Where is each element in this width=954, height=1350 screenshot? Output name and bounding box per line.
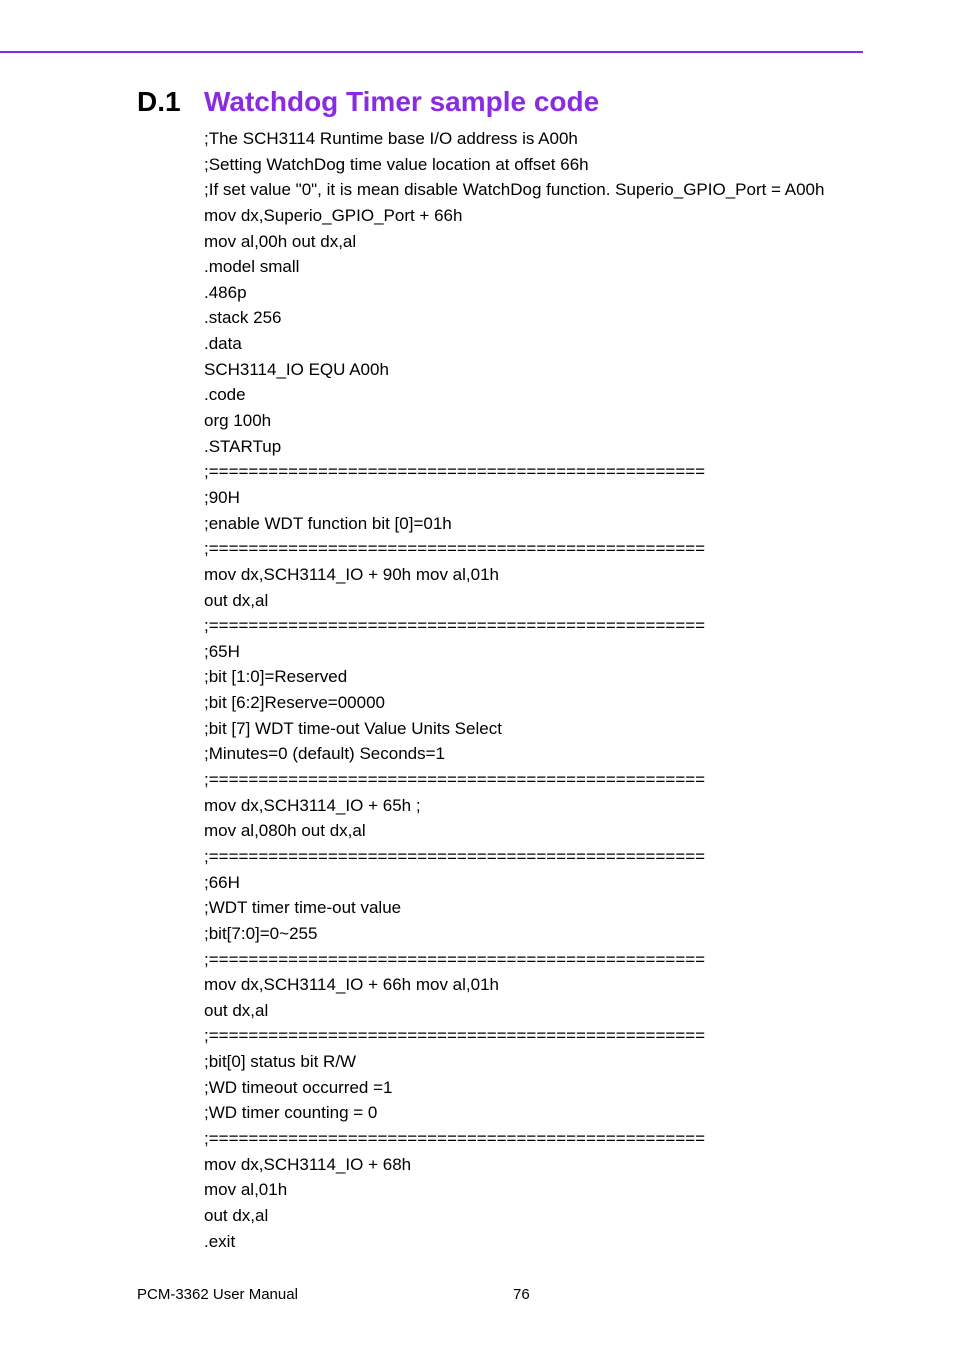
section-title: Watchdog Timer sample code: [204, 86, 600, 117]
code-line: mov al,01h: [204, 1180, 288, 1200]
code-line: ;bit [6:2]Reserve=00000: [204, 693, 385, 713]
code-line: mov dx,SCH3114_IO + 90h mov al,01h: [204, 564, 499, 584]
section-heading: [137, 82, 599, 122]
code-line: ;enable WDT function bit [0]=01h: [204, 513, 452, 533]
code-line: ;bit[0] status bit R/W: [204, 1052, 357, 1072]
code-line: ;==================================================: [204, 616, 706, 636]
code-line: ;==================================================: [204, 846, 706, 866]
code-line: .STARTup: [204, 436, 282, 456]
code-line: org 100h: [204, 411, 272, 431]
code-line: mov dx,SCH3114_IO + 66h mov al,01h: [204, 975, 499, 995]
code-line: mov al,00h out dx,al: [204, 231, 357, 251]
code-line: ;WDT timer time-out value: [204, 898, 402, 918]
code-line: mov dx,Superio_GPIO_Port + 66h: [204, 205, 463, 225]
code-line: ;WD timer counting = 0: [204, 1103, 378, 1123]
code-line: ;90H: [204, 487, 240, 507]
code-line: .code: [204, 385, 246, 405]
code-line: mov dx,SCH3114_IO + 65h ;: [204, 795, 421, 815]
header-divider: [0, 51, 863, 53]
code-line: .stack 256: [204, 308, 282, 328]
code-line: ;==================================================: [204, 1128, 706, 1148]
code-line: ;65H: [204, 641, 240, 661]
code-line: out dx,al: [204, 1000, 269, 1020]
code-line: ;66H: [204, 872, 240, 892]
code-line: out dx,al: [204, 590, 269, 610]
code-line: ;==================================================: [204, 770, 706, 790]
code-line: SCH3114_IO EQU A00h: [204, 359, 389, 379]
code-line: ;WD timeout occurred =1: [204, 1077, 393, 1097]
code-line: ;Setting WatchDog time value location at offset 66h: [204, 154, 589, 174]
code-line: ;bit [1:0]=Reserved: [204, 667, 348, 687]
code-line: mov dx,SCH3114_IO + 68h: [204, 1154, 412, 1174]
code-line: ;bit[7:0]=0~255: [204, 923, 318, 943]
code-line: ;==================================================: [204, 462, 706, 482]
footer-manual-title: PCM-3362 User Manual: [137, 1286, 298, 1303]
code-line: out dx,al: [204, 1205, 269, 1225]
code-listing: [204, 126, 824, 1254]
code-line: .model small: [204, 257, 300, 277]
code-line: .486p: [204, 282, 247, 302]
code-line: ;Minutes=0 (default) Seconds=1: [204, 744, 445, 764]
code-line: ;==================================================: [204, 949, 706, 969]
code-line: .exit: [204, 1231, 236, 1251]
code-line: ;==================================================: [204, 539, 706, 559]
code-line: .data: [204, 334, 242, 354]
code-line: ;==================================================: [204, 1026, 706, 1046]
code-line: ;The SCH3114 Runtime base I/O address is A00h: [204, 129, 578, 148]
footer-page-number: 76: [513, 1286, 530, 1303]
code-line: ;If set value "0", it is mean disable WatchDog function. Superio_GPIO_Port = A00h: [204, 180, 825, 200]
code-line: mov al,080h out dx,al: [204, 821, 366, 841]
section-number: D.1: [137, 86, 181, 117]
code-line: ;bit [7] WDT time-out Value Units Select: [204, 718, 502, 738]
